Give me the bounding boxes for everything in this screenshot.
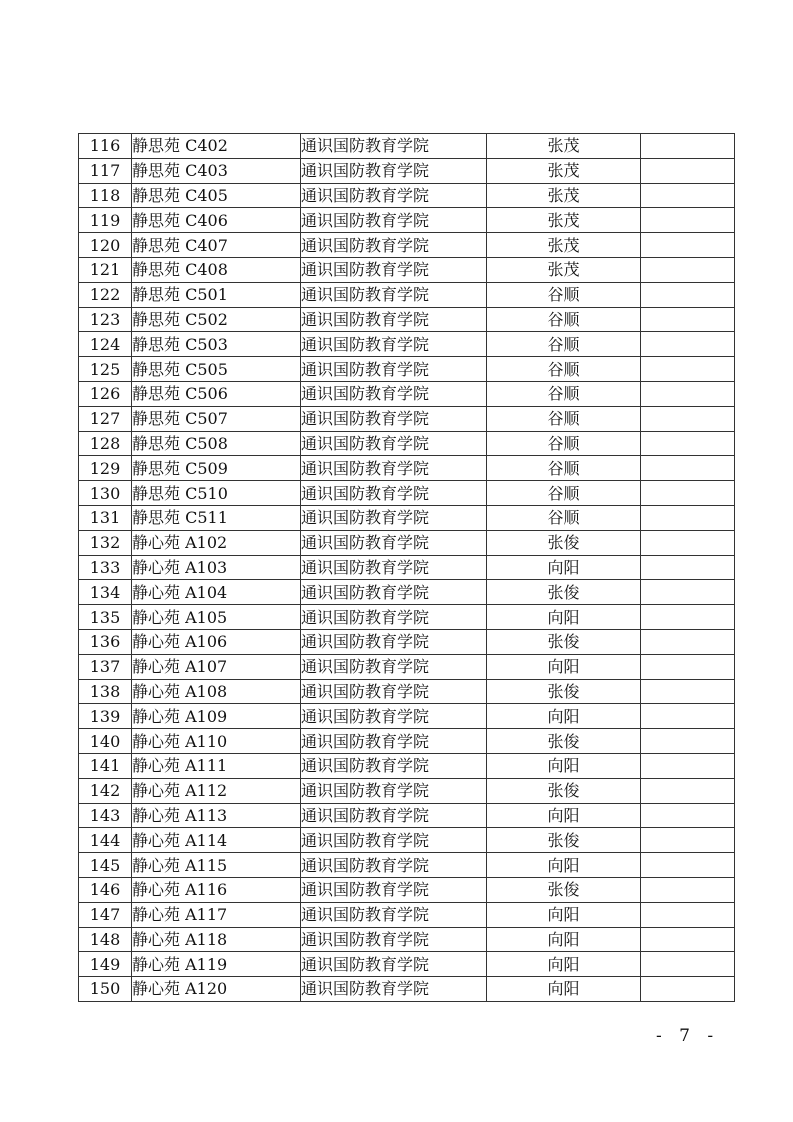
note-cell xyxy=(641,134,735,159)
college-cell: 通识国防教育学院 xyxy=(301,902,487,927)
table-row xyxy=(79,704,735,729)
person-cell: 张俊 xyxy=(487,679,641,704)
row-number-cell: 143 xyxy=(79,803,132,828)
table-row xyxy=(79,431,735,456)
note-cell xyxy=(641,505,735,530)
row-number-cell: 122 xyxy=(79,282,132,307)
room-cell: 静思苑 C509 xyxy=(132,456,301,481)
note-cell xyxy=(641,729,735,754)
college-cell: 通识国防教育学院 xyxy=(301,134,487,159)
row-number-cell: 133 xyxy=(79,555,132,580)
row-number-cell: 136 xyxy=(79,629,132,654)
college-cell: 通识国防教育学院 xyxy=(301,208,487,233)
college-cell: 通识国防教育学院 xyxy=(301,828,487,853)
note-cell xyxy=(641,530,735,555)
row-number-cell: 140 xyxy=(79,729,132,754)
table-row xyxy=(79,357,735,382)
college-cell: 通识国防教育学院 xyxy=(301,605,487,630)
room-cell: 静思苑 C507 xyxy=(132,406,301,431)
table-row xyxy=(79,134,735,159)
person-cell: 向阳 xyxy=(487,952,641,977)
person-cell: 谷顺 xyxy=(487,456,641,481)
college-cell: 通识国防教育学院 xyxy=(301,778,487,803)
college-cell: 通识国防教育学院 xyxy=(301,233,487,258)
college-cell: 通识国防教育学院 xyxy=(301,555,487,580)
note-cell xyxy=(641,456,735,481)
row-number-cell: 150 xyxy=(79,977,132,1002)
note-cell xyxy=(641,977,735,1002)
person-cell: 谷顺 xyxy=(487,332,641,357)
college-cell: 通识国防教育学院 xyxy=(301,456,487,481)
room-cell: 静心苑 A117 xyxy=(132,902,301,927)
person-cell: 谷顺 xyxy=(487,481,641,506)
row-number-cell: 116 xyxy=(79,134,132,159)
note-cell xyxy=(641,679,735,704)
room-cell: 静思苑 C502 xyxy=(132,307,301,332)
room-cell: 静心苑 A115 xyxy=(132,853,301,878)
table-row xyxy=(79,332,735,357)
person-cell: 向阳 xyxy=(487,853,641,878)
room-cell: 静心苑 A110 xyxy=(132,729,301,754)
college-cell: 通识国防教育学院 xyxy=(301,580,487,605)
college-cell: 通识国防教育学院 xyxy=(301,481,487,506)
table-row xyxy=(79,282,735,307)
note-cell xyxy=(641,877,735,902)
row-number-cell: 135 xyxy=(79,605,132,630)
note-cell xyxy=(641,158,735,183)
note-cell xyxy=(641,902,735,927)
person-cell: 谷顺 xyxy=(487,282,641,307)
note-cell xyxy=(641,828,735,853)
note-cell xyxy=(641,853,735,878)
table-row xyxy=(79,679,735,704)
person-cell: 向阳 xyxy=(487,803,641,828)
row-number-cell: 123 xyxy=(79,307,132,332)
college-cell: 通识国防教育学院 xyxy=(301,282,487,307)
person-cell: 向阳 xyxy=(487,704,641,729)
room-cell: 静心苑 A107 xyxy=(132,654,301,679)
note-cell xyxy=(641,208,735,233)
college-cell: 通识国防教育学院 xyxy=(301,431,487,456)
note-cell xyxy=(641,580,735,605)
room-cell: 静思苑 C407 xyxy=(132,233,301,258)
room-cell: 静心苑 A102 xyxy=(132,530,301,555)
row-number-cell: 127 xyxy=(79,406,132,431)
row-number-cell: 121 xyxy=(79,257,132,282)
room-cell: 静思苑 C408 xyxy=(132,257,301,282)
person-cell: 谷顺 xyxy=(487,505,641,530)
note-cell xyxy=(641,282,735,307)
room-cell: 静思苑 C505 xyxy=(132,357,301,382)
person-cell: 张茂 xyxy=(487,233,641,258)
note-cell xyxy=(641,381,735,406)
person-cell: 张俊 xyxy=(487,828,641,853)
college-cell: 通识国防教育学院 xyxy=(301,729,487,754)
table-row xyxy=(79,158,735,183)
room-cell: 静心苑 A112 xyxy=(132,778,301,803)
note-cell xyxy=(641,629,735,654)
table-row xyxy=(79,778,735,803)
note-cell xyxy=(641,654,735,679)
dormitory-roster-table xyxy=(78,133,735,1002)
row-number-cell: 126 xyxy=(79,381,132,406)
college-cell: 通识国防教育学院 xyxy=(301,704,487,729)
table-row xyxy=(79,828,735,853)
college-cell: 通识国防教育学院 xyxy=(301,307,487,332)
room-cell: 静思苑 C508 xyxy=(132,431,301,456)
person-cell: 张俊 xyxy=(487,877,641,902)
note-cell xyxy=(641,431,735,456)
row-number-cell: 144 xyxy=(79,828,132,853)
room-cell: 静思苑 C506 xyxy=(132,381,301,406)
college-cell: 通识国防教育学院 xyxy=(301,505,487,530)
table-row xyxy=(79,927,735,952)
note-cell xyxy=(641,183,735,208)
person-cell: 张茂 xyxy=(487,183,641,208)
person-cell: 张俊 xyxy=(487,530,641,555)
person-cell: 张茂 xyxy=(487,257,641,282)
row-number-cell: 118 xyxy=(79,183,132,208)
table-row xyxy=(79,257,735,282)
person-cell: 向阳 xyxy=(487,753,641,778)
room-cell: 静思苑 C501 xyxy=(132,282,301,307)
row-number-cell: 131 xyxy=(79,505,132,530)
room-cell: 静心苑 A118 xyxy=(132,927,301,952)
college-cell: 通识国防教育学院 xyxy=(301,853,487,878)
room-cell: 静心苑 A106 xyxy=(132,629,301,654)
note-cell xyxy=(641,753,735,778)
room-cell: 静思苑 C402 xyxy=(132,134,301,159)
room-cell: 静思苑 C406 xyxy=(132,208,301,233)
table-row xyxy=(79,902,735,927)
row-number-cell: 129 xyxy=(79,456,132,481)
table-row xyxy=(79,654,735,679)
row-number-cell: 117 xyxy=(79,158,132,183)
note-cell xyxy=(641,332,735,357)
room-cell: 静心苑 A104 xyxy=(132,580,301,605)
person-cell: 张俊 xyxy=(487,778,641,803)
room-cell: 静心苑 A109 xyxy=(132,704,301,729)
table-row xyxy=(79,877,735,902)
room-cell: 静思苑 C510 xyxy=(132,481,301,506)
college-cell: 通识国防教育学院 xyxy=(301,357,487,382)
college-cell: 通识国防教育学院 xyxy=(301,877,487,902)
page-number: - 7 - xyxy=(656,1026,720,1046)
table-row xyxy=(79,977,735,1002)
room-cell: 静心苑 A108 xyxy=(132,679,301,704)
row-number-cell: 145 xyxy=(79,853,132,878)
room-cell: 静心苑 A113 xyxy=(132,803,301,828)
college-cell: 通识国防教育学院 xyxy=(301,183,487,208)
college-cell: 通识国防教育学院 xyxy=(301,927,487,952)
table-row xyxy=(79,555,735,580)
table-row xyxy=(79,952,735,977)
note-cell xyxy=(641,481,735,506)
row-number-cell: 125 xyxy=(79,357,132,382)
table-row xyxy=(79,530,735,555)
table-row xyxy=(79,605,735,630)
person-cell: 谷顺 xyxy=(487,381,641,406)
note-cell xyxy=(641,803,735,828)
row-number-cell: 130 xyxy=(79,481,132,506)
row-number-cell: 120 xyxy=(79,233,132,258)
room-cell: 静心苑 A120 xyxy=(132,977,301,1002)
room-cell: 静思苑 C503 xyxy=(132,332,301,357)
room-cell: 静心苑 A103 xyxy=(132,555,301,580)
table-row xyxy=(79,381,735,406)
college-cell: 通识国防教育学院 xyxy=(301,158,487,183)
roster-table-body xyxy=(79,134,735,1002)
college-cell: 通识国防教育学院 xyxy=(301,257,487,282)
person-cell: 向阳 xyxy=(487,977,641,1002)
note-cell xyxy=(641,555,735,580)
room-cell: 静思苑 C403 xyxy=(132,158,301,183)
note-cell xyxy=(641,357,735,382)
person-cell: 向阳 xyxy=(487,555,641,580)
college-cell: 通识国防教育学院 xyxy=(301,629,487,654)
person-cell: 向阳 xyxy=(487,654,641,679)
note-cell xyxy=(641,952,735,977)
person-cell: 向阳 xyxy=(487,902,641,927)
note-cell xyxy=(641,257,735,282)
college-cell: 通识国防教育学院 xyxy=(301,977,487,1002)
note-cell xyxy=(641,406,735,431)
college-cell: 通识国防教育学院 xyxy=(301,530,487,555)
college-cell: 通识国防教育学院 xyxy=(301,406,487,431)
college-cell: 通识国防教育学院 xyxy=(301,381,487,406)
row-number-cell: 149 xyxy=(79,952,132,977)
table-row xyxy=(79,629,735,654)
row-number-cell: 128 xyxy=(79,431,132,456)
person-cell: 张俊 xyxy=(487,729,641,754)
person-cell: 张俊 xyxy=(487,629,641,654)
note-cell xyxy=(641,927,735,952)
table-row xyxy=(79,729,735,754)
row-number-cell: 134 xyxy=(79,580,132,605)
room-cell: 静心苑 A119 xyxy=(132,952,301,977)
table-row xyxy=(79,803,735,828)
person-cell: 谷顺 xyxy=(487,431,641,456)
table-row xyxy=(79,456,735,481)
row-number-cell: 139 xyxy=(79,704,132,729)
row-number-cell: 142 xyxy=(79,778,132,803)
table-row xyxy=(79,307,735,332)
room-cell: 静心苑 A111 xyxy=(132,753,301,778)
table-row xyxy=(79,580,735,605)
college-cell: 通识国防教育学院 xyxy=(301,332,487,357)
person-cell: 向阳 xyxy=(487,927,641,952)
person-cell: 张茂 xyxy=(487,208,641,233)
person-cell: 谷顺 xyxy=(487,406,641,431)
row-number-cell: 137 xyxy=(79,654,132,679)
note-cell xyxy=(641,233,735,258)
row-number-cell: 124 xyxy=(79,332,132,357)
person-cell: 向阳 xyxy=(487,605,641,630)
room-cell: 静思苑 C405 xyxy=(132,183,301,208)
note-cell xyxy=(641,704,735,729)
table-row xyxy=(79,481,735,506)
college-cell: 通识国防教育学院 xyxy=(301,654,487,679)
row-number-cell: 132 xyxy=(79,530,132,555)
table-row xyxy=(79,753,735,778)
row-number-cell: 148 xyxy=(79,927,132,952)
person-cell: 谷顺 xyxy=(487,307,641,332)
row-number-cell: 146 xyxy=(79,877,132,902)
person-cell: 张茂 xyxy=(487,158,641,183)
table-row xyxy=(79,853,735,878)
note-cell xyxy=(641,605,735,630)
row-number-cell: 138 xyxy=(79,679,132,704)
person-cell: 张俊 xyxy=(487,580,641,605)
table-row xyxy=(79,208,735,233)
table-row xyxy=(79,406,735,431)
college-cell: 通识国防教育学院 xyxy=(301,952,487,977)
room-cell: 静心苑 A105 xyxy=(132,605,301,630)
note-cell xyxy=(641,307,735,332)
note-cell xyxy=(641,778,735,803)
table-row xyxy=(79,233,735,258)
college-cell: 通识国防教育学院 xyxy=(301,753,487,778)
room-cell: 静心苑 A116 xyxy=(132,877,301,902)
row-number-cell: 147 xyxy=(79,902,132,927)
table-row xyxy=(79,505,735,530)
person-cell: 张茂 xyxy=(487,134,641,159)
row-number-cell: 141 xyxy=(79,753,132,778)
table-row xyxy=(79,183,735,208)
room-cell: 静心苑 A114 xyxy=(132,828,301,853)
person-cell: 谷顺 xyxy=(487,357,641,382)
row-number-cell: 119 xyxy=(79,208,132,233)
college-cell: 通识国防教育学院 xyxy=(301,803,487,828)
college-cell: 通识国防教育学院 xyxy=(301,679,487,704)
room-cell: 静思苑 C511 xyxy=(132,505,301,530)
